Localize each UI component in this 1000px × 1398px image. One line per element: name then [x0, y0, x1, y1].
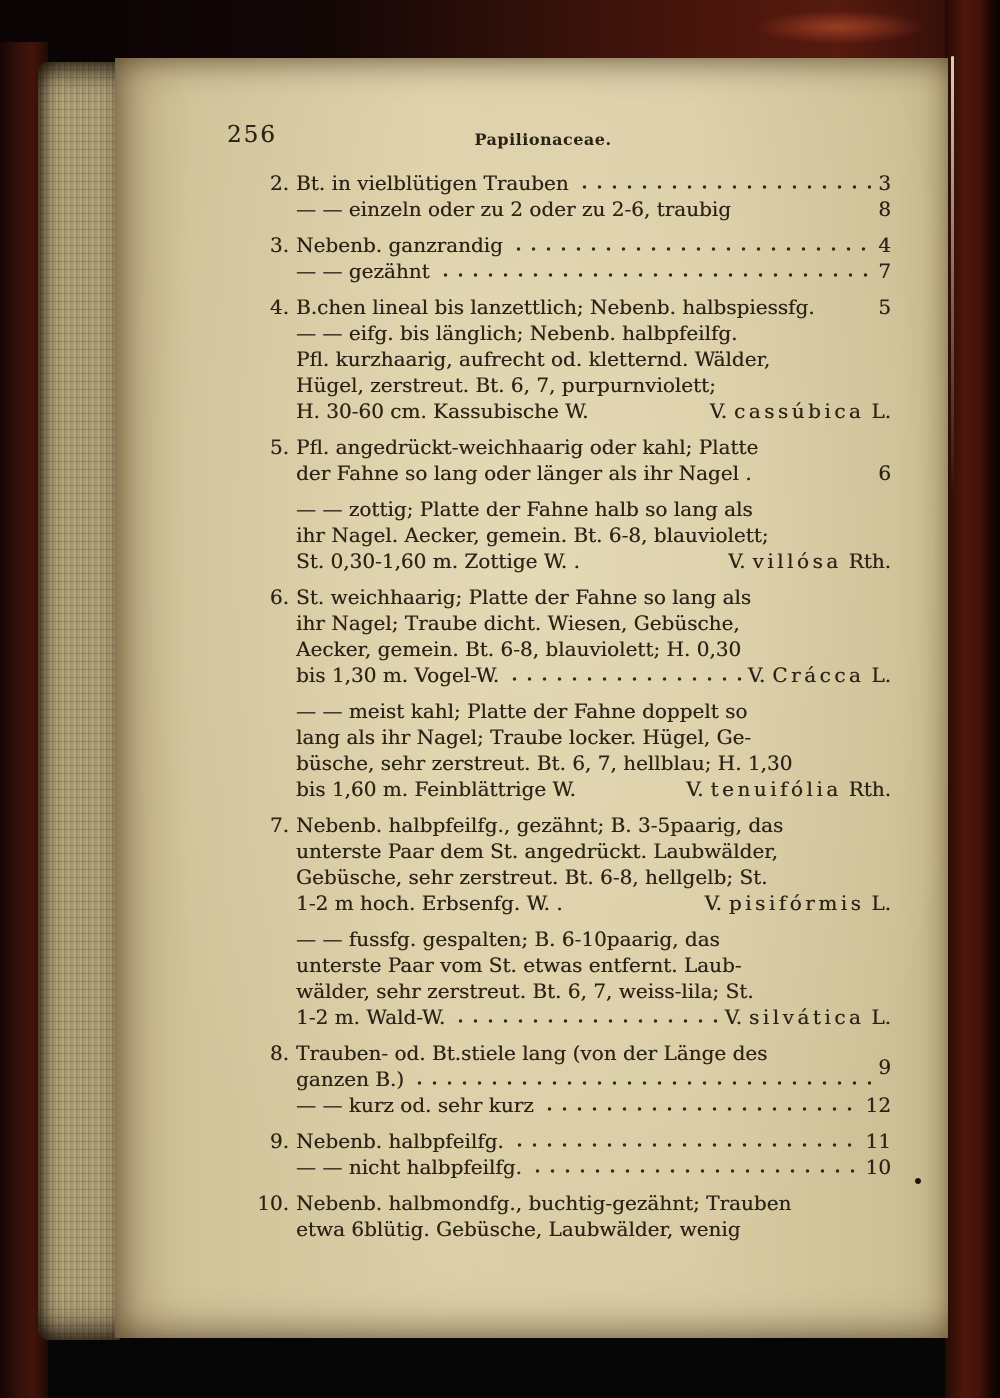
key-continuation-line: [243, 978, 891, 1004]
genus-abbrev: V.: [686, 777, 704, 801]
entry-number: 5.: [269, 435, 289, 459]
leader-dots: [575, 170, 871, 196]
leader-dots: [505, 662, 742, 688]
key-entry-line: [243, 170, 891, 196]
entry-number: 2.: [269, 171, 289, 195]
ref-number: 12: [865, 1093, 891, 1117]
key-continuation-line: [243, 636, 891, 662]
key-text: Aecker, gemein. Bt. 6-8, blauviolett; H. 0,30: [296, 637, 742, 661]
key-continuation-line: [243, 496, 891, 522]
entry-number: 9.: [269, 1129, 289, 1153]
leader-dots: [510, 1128, 860, 1154]
key-text: unterste Paar dem St. angedrückt. Laubwälder,: [296, 839, 778, 863]
key-text: Hügel, zerstreut. Bt. 6, 7, purpurnviolett;: [296, 373, 716, 397]
species-name: tenuifólia: [710, 777, 842, 801]
leader-dots: [436, 258, 871, 284]
key-text: Nebenb. halbmondfg., buchtig-gezähnt; Trauben: [296, 1191, 792, 1215]
author-abbrev: L.: [871, 1005, 891, 1029]
cover-highlight: [755, 10, 925, 44]
key-continuation-line: [243, 724, 891, 750]
entry-number: 3.: [269, 233, 289, 257]
genus-abbrev: V.: [704, 891, 722, 915]
key-text: — — einzeln oder zu 2 oder zu 2-6, traubig: [296, 197, 731, 221]
ref-number: 10: [865, 1155, 891, 1179]
species-name: pisifórmis: [728, 891, 865, 915]
key-continuation-line: [243, 776, 891, 802]
author-abbrev: Rth.: [848, 777, 891, 801]
key-entry-line: [243, 434, 891, 460]
page-edge-highlight: [951, 56, 954, 496]
key-text: büsche, sehr zerstreut. Bt. 6, 7, hellblau; H. 1,30: [296, 751, 793, 775]
author-abbrev: Rth.: [848, 549, 891, 573]
key-text: H. 30-60 cm. Kassubische W.: [296, 399, 589, 423]
leader-dots: [528, 1154, 860, 1180]
spacer: [569, 890, 699, 916]
key-text: Trauben- od. Bt.stiele lang (von der Länge des: [296, 1041, 768, 1065]
key-continuation-line: [243, 320, 891, 346]
key-text: — — kurz od. sehr kurz: [296, 1093, 534, 1117]
ref-number: 9: [878, 1055, 891, 1079]
entry-number: 8.: [269, 1041, 289, 1065]
key-text: wälder, sehr zerstreut. Bt. 6, 7, weiss-lila; St.: [296, 979, 754, 1003]
leader-dots: [509, 232, 871, 258]
book-page: [115, 58, 948, 1338]
key-continuation-line: [243, 258, 891, 284]
species-name: Crácca: [772, 663, 865, 687]
key-text: — — nicht halbpfeilfg.: [296, 1155, 522, 1179]
key-continuation-line: [243, 952, 891, 978]
key-text: Bt. in vielblütigen Trauben: [296, 171, 569, 195]
key-continuation-line: [243, 1004, 891, 1030]
key-text: Nebenb. halbpfeilfg., gezähnt; B. 3-5paarig, das: [296, 813, 784, 837]
key-text: bis 1,60 m. Feinblättrige W.: [296, 777, 576, 801]
key-text: 1-2 m hoch. Erbsenfg. W. .: [296, 891, 563, 915]
page-number: 256: [227, 122, 277, 148]
determination-key: [243, 170, 891, 1242]
key-text: — — zottig; Platte der Fahne halb so lang als: [296, 497, 753, 521]
entry-number: 7.: [269, 813, 289, 837]
key-text: — — fussfg. gespalten; B. 6-10paarig, das: [296, 927, 720, 951]
key-continuation-line: [243, 372, 891, 398]
key-text: der Fahne so lang oder länger als ihr Nagel .: [296, 461, 752, 485]
key-continuation-line: [243, 1092, 891, 1118]
key-entry-line: [243, 1040, 891, 1066]
entry-number: 6.: [269, 585, 289, 609]
key-entry-line: [243, 812, 891, 838]
key-entry-line: [243, 1128, 891, 1154]
key-text: ganzen B.): [296, 1067, 405, 1091]
key-continuation-line: [243, 398, 891, 424]
key-entry-line: [243, 232, 891, 258]
key-continuation-line: [243, 460, 891, 486]
key-continuation-line: [243, 864, 891, 890]
key-entry-line: [243, 584, 891, 610]
leader-dots: [540, 1092, 860, 1118]
spacer: [737, 196, 871, 222]
entry-number: 4.: [269, 295, 289, 319]
key-continuation-line: [243, 698, 891, 724]
ref-number: 5: [878, 295, 891, 319]
ink-speck: [915, 1178, 921, 1184]
spacer: [758, 460, 871, 486]
ref-number: 11: [865, 1129, 891, 1153]
key-text: St. weichhaarig; Platte der Fahne so lang als: [296, 585, 752, 609]
spacer: [582, 776, 680, 802]
ref-number: 7: [878, 259, 891, 283]
key-continuation-line: [243, 890, 891, 916]
ref-number: 4: [878, 233, 891, 257]
author-abbrev: L.: [871, 663, 891, 687]
key-text: 1-2 m. Wald-W.: [296, 1005, 446, 1029]
key-continuation-line: [243, 548, 891, 574]
spacer: [586, 548, 722, 574]
author-abbrev: L.: [871, 399, 891, 423]
key-text: etwa 6blütig. Gebüsche, Laubwälder, wenig: [296, 1217, 741, 1241]
key-text: unterste Paar vom St. etwas entfernt. Laub-: [296, 953, 742, 977]
ref-number: 3: [878, 171, 891, 195]
species-name: villósa: [752, 549, 842, 573]
key-continuation-line: [243, 346, 891, 372]
ref-number: 6: [878, 461, 891, 485]
genus-abbrev: V.: [747, 663, 766, 687]
key-text: B.chen lineal bis lanzettlich; Nebenb. halbspiessfg.: [296, 295, 815, 319]
key-continuation-line: [243, 750, 891, 776]
entry-number: 10.: [257, 1191, 289, 1215]
key-text: Pfl. kurzhaarig, aufrecht od. kletternd. Wälder,: [296, 347, 771, 371]
key-continuation-line: [243, 662, 891, 688]
genus-abbrev: V.: [709, 399, 727, 423]
species-name: cassúbica: [734, 399, 865, 423]
ref-number: 8: [878, 197, 891, 221]
key-text: lang als ihr Nagel; Traube locker. Hügel, Ge-: [296, 725, 752, 749]
key-text: — — eifg. bis länglich; Nebenb. halbpfeilfg.: [296, 321, 738, 345]
leader-dots: [451, 1004, 718, 1030]
key-entry-line: [243, 1190, 891, 1216]
spacer: [821, 294, 871, 320]
key-continuation-line: [243, 522, 891, 548]
key-continuation-line: [243, 1154, 891, 1180]
key-continuation-line: [243, 926, 891, 952]
author-abbrev: L.: [871, 891, 891, 915]
running-header: Papilionaceae.: [474, 130, 612, 149]
leader-dots: [410, 1066, 871, 1092]
key-continuation-line: [243, 1055, 891, 1092]
key-text: — — meist kahl; Platte der Fahne doppelt so: [296, 699, 748, 723]
species-name: silvática: [749, 1005, 865, 1029]
key-continuation-line: [243, 196, 891, 222]
key-text: Pfl. angedrückt-weichhaarig oder kahl; Platte: [296, 435, 759, 459]
page-edges: [38, 62, 120, 1340]
key-text: ihr Nagel; Traube dicht. Wiesen, Gebüsche,: [296, 611, 740, 635]
key-text: ihr Nagel. Aecker, gemein. Bt. 6-8, blauviolett;: [296, 523, 769, 547]
key-text: Nebenb. halbpfeilfg.: [296, 1129, 504, 1153]
key-continuation-line: [243, 838, 891, 864]
spacer: [594, 398, 703, 424]
key-text: bis 1,30 m. Vogel-W.: [296, 663, 500, 687]
key-text: St. 0,30-1,60 m. Zottige W. .: [296, 549, 580, 573]
genus-abbrev: V.: [728, 549, 746, 573]
key-text: Nebenb. ganzrandig: [296, 233, 503, 257]
key-entry-line: [243, 294, 891, 320]
key-continuation-line: [243, 610, 891, 636]
genus-abbrev: V.: [724, 1005, 743, 1029]
key-continuation-line: [243, 1216, 891, 1242]
key-text: — — gezähnt: [296, 259, 430, 283]
key-text: Gebüsche, sehr zerstreut. Bt. 6-8, hellgelb; St.: [296, 865, 768, 889]
